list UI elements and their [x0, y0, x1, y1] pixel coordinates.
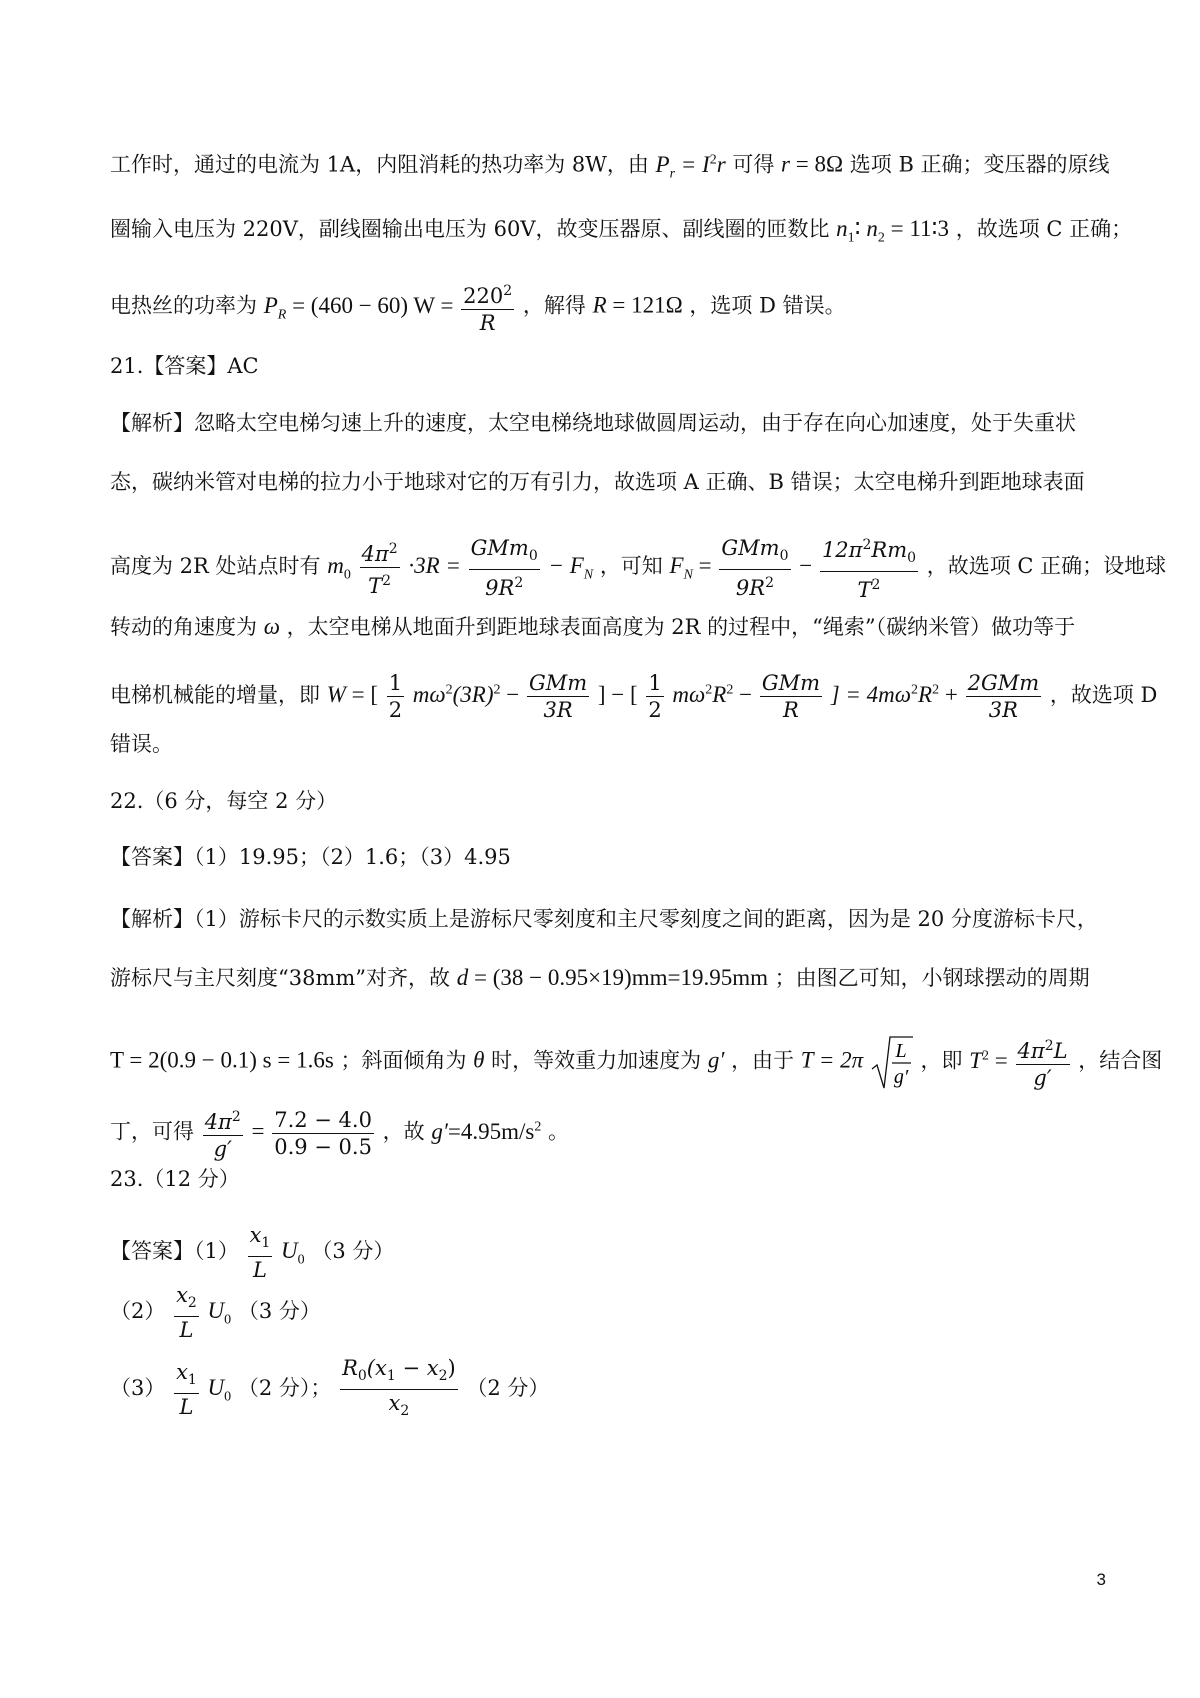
math-text: = (38 − 0.95×19)mm=19.95mm: [468, 965, 768, 990]
math-text: = 11∶3: [884, 216, 950, 241]
math-text: ·3R =: [408, 553, 467, 579]
math-text: −: [500, 682, 525, 707]
math-text: GMm: [528, 671, 588, 695]
math-var: P: [655, 151, 670, 177]
math-sub: N: [683, 567, 693, 583]
math-sup: 2: [911, 682, 919, 698]
math-text: =: [251, 1118, 271, 1144]
math-text: R: [918, 682, 933, 707]
math-text: − x: [395, 1356, 439, 1380]
math-text: =: [692, 553, 718, 579]
math-sub: 0: [297, 1252, 305, 1268]
math-sub: 2: [438, 1368, 448, 1385]
math-var: U: [207, 1298, 225, 1324]
math-text: GMm: [761, 671, 821, 695]
answer-line-2: [110, 1282, 321, 1343]
math-var: U: [207, 1375, 225, 1401]
fraction: [1016, 1033, 1070, 1091]
math-sup: 2: [503, 283, 513, 299]
square-root: [870, 1033, 914, 1091]
text-span: 电热丝的功率为: [110, 293, 257, 318]
text-line: [110, 963, 1090, 993]
radical-sign: [870, 1033, 914, 1091]
math-sub: R: [277, 307, 287, 323]
text-span: 工作时，通过的电流为 1A，内阻消耗的热功率为 8W，由: [110, 152, 649, 177]
math-sup: 2: [514, 574, 524, 591]
fraction: [719, 535, 790, 601]
math-text: = 121Ω: [606, 292, 683, 318]
text-line: [110, 670, 1157, 723]
math-text: 7.2 − 4.0: [274, 1107, 372, 1132]
fraction: [272, 1107, 374, 1160]
math-sup: 2: [862, 537, 872, 553]
math-text: 3R: [543, 698, 573, 722]
text-span: 。: [548, 1119, 569, 1144]
fraction: [646, 670, 663, 723]
text-span: 【答案】（1）: [110, 1239, 239, 1264]
fraction: [248, 1222, 273, 1283]
answer-line-1: [110, 1222, 394, 1283]
text-span: （3）: [110, 1376, 166, 1401]
math-var: L: [179, 1395, 194, 1420]
fraction: [461, 278, 514, 336]
text-span: ，解得: [522, 293, 586, 318]
math-sub: N: [583, 567, 594, 583]
math-sub: 1: [187, 1372, 197, 1389]
text-line: 错误。: [110, 732, 173, 756]
math-var: U: [281, 1238, 298, 1264]
math-text: 4π: [361, 542, 389, 567]
fraction: [966, 670, 1042, 723]
math-text: 2: [648, 698, 662, 722]
math-var: L: [252, 1258, 267, 1283]
math-text: ] − [: [597, 682, 638, 707]
text-line: [110, 1104, 569, 1162]
fraction: [340, 1355, 458, 1424]
text-span: 游标尺与主尺刻度“38mm”对齐，故: [110, 966, 451, 990]
math-sup: 2: [709, 152, 717, 167]
math-sub: 0: [357, 1368, 367, 1385]
text-span: ，选项 D 错误。: [689, 293, 846, 318]
math-sup: 2: [388, 541, 398, 558]
math-text: R: [712, 682, 727, 707]
text-span: ；由图乙可知，小钢球摆动的周期: [774, 966, 1090, 990]
math-text: = [: [345, 682, 378, 707]
math-sub: 0: [528, 547, 538, 564]
math-var: P: [263, 292, 278, 318]
math-sup: 2: [871, 577, 881, 594]
text-span: 高度为 2R 处站点时有: [110, 554, 321, 579]
math-text: T = 2π: [800, 1047, 864, 1073]
math-text: (3R): [452, 682, 494, 707]
math-var: T: [969, 1047, 983, 1073]
math-sup: 2: [765, 574, 774, 591]
math-text: GMm: [470, 535, 529, 560]
math-text: +: [939, 682, 964, 707]
math-var: g′: [431, 1118, 448, 1144]
math-sub: 2: [877, 230, 885, 246]
math-text: mω: [412, 682, 446, 707]
text-span: ，太空电梯从地面升到距地球表面高度为 2R 的过程中，“绳索”（碳纳米管）做功等于: [286, 615, 1076, 639]
text-span: （3 分）: [237, 1299, 321, 1324]
math-var: L: [179, 1318, 194, 1343]
math-sub: 2: [187, 1295, 197, 1312]
math-text: T = 2(0.9 − 0.1) s = 1.6s: [110, 1047, 334, 1073]
math-text: 0.9 − 0.5: [274, 1134, 372, 1159]
text-span: 圈输入电压为 220V，副线圈输出电压为 60V，故变压器原、副线圈的匝数比: [110, 217, 830, 241]
math-var: g′: [213, 1137, 232, 1161]
math-var: g′: [1033, 1066, 1052, 1090]
text-span: （2 分）；: [237, 1376, 332, 1401]
text-span: 转动的角速度为: [110, 615, 257, 639]
math-sup: 2: [534, 1118, 542, 1134]
text-span: 时，等效重力加速度为: [491, 1048, 702, 1073]
text-span: 选项 B 正确；变压器的原线: [849, 152, 1110, 177]
math-text: 2GMm: [967, 671, 1040, 695]
math-text: ): [447, 1356, 456, 1380]
fraction: [820, 532, 918, 603]
math-sub: 1: [386, 1368, 396, 1385]
math-var: g′: [707, 1047, 725, 1073]
math-text: −: [733, 682, 758, 707]
math-text: =: [989, 1047, 1014, 1073]
math-var: x: [249, 1223, 262, 1247]
text-span: ，即: [920, 1048, 963, 1073]
math-sub: 2: [400, 1403, 410, 1420]
math-text: (x: [366, 1356, 387, 1380]
math-text: 9R: [485, 575, 515, 600]
text-line: 高度为 2R 处站点时有 $m_0$ $\frac{4\pi^2}{T^2}$ ·3R = GMm$_0$ $9R^2$ − $F_N$ ，可知 $F_N$ = GMm$_0$ $9R^2$ − $\frac{12\pi^2Rm_0}{T^2}$ ，故选项 C 正确；设地球: [110, 532, 1166, 603]
math-sup: 2: [445, 682, 453, 698]
fraction: [760, 670, 822, 723]
text-span: ，故选项 C 正确；: [955, 217, 1133, 241]
sqrt-numerator: L: [895, 1040, 907, 1062]
math-sup: 2: [382, 573, 392, 590]
text-span: ，故选项 D: [1049, 683, 1158, 707]
fraction: [469, 535, 540, 601]
fraction: [360, 536, 400, 599]
math-var: m: [327, 553, 344, 579]
text-span: ，由于: [731, 1048, 795, 1073]
question-22-heading: 22.（6 分，每空 2 分）: [110, 789, 338, 813]
math-text: = (460 − 60) W =: [286, 292, 460, 318]
math-sub: 1: [261, 1235, 271, 1252]
math-var: r: [781, 151, 790, 177]
math-var: L: [1053, 1039, 1068, 1063]
text-line: [110, 1033, 1162, 1091]
math-var: x: [176, 1360, 188, 1385]
answer-line-3: [110, 1355, 549, 1424]
math-text: ∶: [854, 216, 867, 241]
text-line: [110, 214, 1132, 254]
fraction: [174, 1359, 199, 1420]
math-var: n: [866, 216, 878, 241]
fraction: [203, 1104, 243, 1162]
math-sup: 2: [982, 1047, 990, 1063]
math-text: ] = 4mω: [830, 682, 912, 707]
math-var: ω: [263, 614, 280, 639]
math-sup: 2: [705, 682, 713, 698]
math-var: θ: [473, 1047, 485, 1073]
math-var: R: [342, 1356, 358, 1380]
fraction: [174, 1282, 199, 1343]
math-text: 1: [648, 671, 662, 695]
math-text: 1: [388, 671, 403, 695]
text-span: 可得: [732, 152, 775, 177]
text-span: （3 分）: [311, 1239, 395, 1264]
text-line: [110, 145, 1110, 189]
text-span: 电梯机械能的增量，即: [110, 683, 320, 707]
math-var: F: [669, 553, 684, 579]
math-var: n: [836, 216, 848, 241]
text-line: [110, 612, 1075, 642]
fraction: [527, 670, 589, 723]
math-text: 4π: [204, 1110, 232, 1134]
math-sub: 0: [343, 567, 351, 583]
text-span: ，可知: [599, 554, 663, 579]
math-sup: 2: [231, 1109, 241, 1125]
math-var: r: [716, 151, 726, 177]
text-line: 【解析】忽略太空电梯匀速上升的速度，太空电梯绕地球做圆周运动，由于存在向心加速度，处于失重状: [110, 411, 1076, 435]
math-sub: r: [669, 166, 676, 182]
question-23-heading: 23.（12 分）: [110, 1167, 240, 1191]
math-text: mω: [672, 682, 706, 707]
math-var: R: [592, 292, 607, 318]
sqrt-denominator: g′: [893, 1066, 909, 1088]
math-text: Rm: [871, 538, 908, 562]
math-var: W: [326, 682, 346, 707]
question-22-answer: 【答案】（1）19.95；（2）1.6；（3）4.95: [110, 845, 511, 869]
text-line: [110, 278, 846, 336]
math-text: 3R: [988, 698, 1018, 722]
text-line: 【解析】（1）游标卡尺的示数实质上是游标尺零刻度和主尺零刻度之间的距离，因为是 20 分度游标卡尺，: [110, 907, 1098, 931]
math-var: T: [368, 574, 383, 599]
math-text: =4.95m/s: [447, 1118, 535, 1144]
math-text: 4π: [1017, 1039, 1045, 1063]
math-text: = I: [675, 151, 710, 177]
math-text: R: [783, 698, 799, 722]
math-sub: 0: [224, 1389, 232, 1405]
text-line: 态，碳纳米管对电梯的拉力小于地球对它的万有引力，故选项 A 正确、B 错误；太空电梯升到距地球表面: [110, 470, 1085, 494]
text-span: ，故: [382, 1119, 425, 1144]
math-sup: 2: [493, 682, 501, 698]
math-sub: 0: [779, 547, 789, 564]
text-span: ；斜面倾角为: [340, 1048, 467, 1073]
text-span: 丁，可得: [110, 1119, 194, 1144]
text-span: ，故选项 C 正确；设地球: [926, 554, 1167, 579]
math-text: 12π: [821, 538, 863, 562]
math-var: x: [388, 1391, 401, 1416]
math-var: x: [176, 1283, 188, 1307]
text-span: （2 分）: [466, 1376, 550, 1401]
math-text: 220: [463, 284, 504, 308]
math-text: − F: [548, 553, 584, 579]
page-number: 3: [1096, 1570, 1106, 1589]
math-sub: 0: [224, 1312, 232, 1328]
math-sup: 2: [726, 682, 734, 698]
math-text: = 8Ω: [790, 151, 844, 177]
math-sup: 2: [1044, 1038, 1054, 1054]
math-sub: 0: [907, 550, 917, 567]
math-text: 2: [388, 698, 403, 722]
math-var: d: [456, 965, 469, 990]
text-span: ，结合图: [1078, 1048, 1163, 1073]
math-var: R: [479, 311, 496, 335]
math-text: GMm: [721, 535, 780, 560]
math-sub: 1: [847, 230, 855, 246]
math-sup: 2: [932, 682, 940, 698]
question-21-heading: 21.【答案】AC: [110, 354, 259, 378]
math-text: 9R: [735, 575, 766, 600]
fraction: [387, 670, 404, 723]
math-var: T: [857, 578, 872, 603]
text-span: （2）: [110, 1299, 166, 1324]
